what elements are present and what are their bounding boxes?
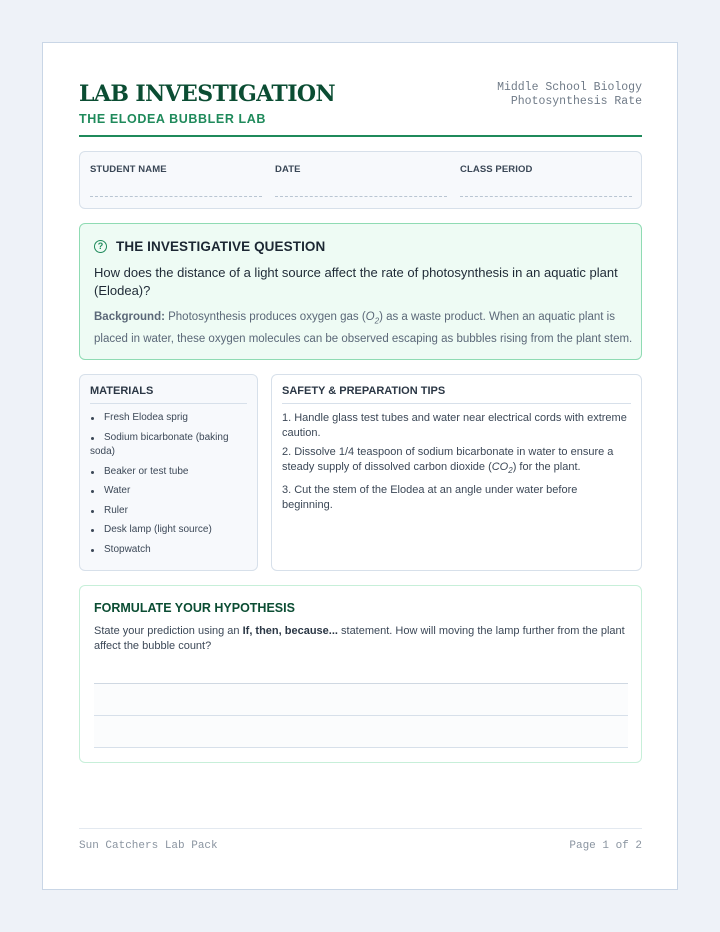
footer-pack-name: Sun Catchers Lab Pack — [79, 840, 218, 852]
safety-tip-1: 1. Handle glass test tubes and water near electrical cords with extreme caution. — [282, 412, 627, 439]
student-info-box — [79, 151, 642, 209]
page-title: LAB INVESTIGATION — [79, 81, 335, 107]
carbon-dioxide-formula: $CO_2$ — [491, 460, 513, 475]
investigative-question-box — [79, 223, 642, 360]
hypothesis-instructions: State your prediction using an If, then, because... statement. How will moving the lamp further from the plant affect the bubble count? — [94, 625, 625, 652]
date-label: DATE — [275, 164, 301, 175]
safety-title: SAFETY & PREPARATION TIPS — [282, 385, 631, 404]
background-paragraph — [94, 308, 634, 348]
class-period-line[interactable] — [460, 196, 632, 197]
list-item: Sodium bicarbonate (baking soda) — [90, 431, 249, 460]
background-label: Background: — [94, 311, 165, 323]
student-name-field[interactable] — [90, 152, 262, 210]
background-text-1: Photosynthesis produces oxygen gas ( — [164, 311, 366, 323]
class-period-field[interactable] — [460, 152, 632, 210]
list-item: Fresh Elodea sprig — [90, 411, 249, 426]
list-item: Stopwatch — [90, 543, 249, 558]
list-item: Water — [90, 484, 249, 499]
course-topic: Photosynthesis Rate — [510, 95, 642, 108]
materials-title: MATERIALS — [90, 385, 247, 404]
student-name-label: STUDENT NAME — [90, 164, 167, 175]
question-title: THE INVESTIGATIVE QUESTION — [116, 239, 326, 254]
answer-band — [94, 684, 628, 715]
hypothesis-answer-area[interactable] — [94, 683, 628, 747]
page-footer — [79, 828, 642, 858]
question-circle-icon: ? — [94, 240, 107, 253]
safety-tip-2: 2. Dissolve 1/4 teaspoon of sodium bicarbonate in water to ensure a steady supply of dissolved carbon dioxide $(CO_2)$ for the plant. — [282, 446, 614, 475]
list-item: Desk lamp (light source) — [90, 523, 249, 538]
date-line[interactable] — [275, 196, 447, 197]
hypothesis-box — [79, 585, 642, 763]
date-field[interactable] — [275, 152, 447, 210]
course-subject: Middle School Biology — [497, 81, 642, 94]
answer-line — [94, 747, 628, 748]
worksheet-page — [42, 42, 678, 890]
class-period-label: CLASS PERIOD — [460, 164, 533, 175]
hypothesis-title: FORMULATE YOUR HYPOTHESIS — [94, 601, 295, 615]
materials-box — [79, 374, 258, 571]
question-text: How does the distance of a light source affect the rate of photosynthesis in an aquatic plant (Elodea)? — [94, 265, 618, 298]
page-subtitle: THE ELODEA BUBBLER LAB — [79, 112, 267, 126]
materials-list — [90, 411, 249, 562]
student-name-line[interactable] — [90, 196, 262, 197]
background-text-2: ) as a waste product. When an aquatic plant is placed in water, these oxygen molecules can be observed escaping as bubbles rising from the plant stem. — [94, 311, 633, 346]
safety-tips-box — [271, 374, 642, 571]
page-header — [79, 81, 642, 137]
answer-band — [94, 716, 628, 747]
footer-page-number: Page 1 of 2 — [569, 840, 642, 852]
safety-list — [282, 411, 629, 517]
list-item: Ruler — [90, 504, 249, 519]
course-meta — [497, 81, 642, 109]
oxygen-formula: $O_2$ — [365, 311, 380, 326]
hypothesis-format: If, then, because... — [242, 625, 338, 637]
safety-tip-3: 3. Cut the stem of the Elodea at an angle under water before beginning. — [282, 484, 578, 511]
list-item: Beaker or test tube — [90, 465, 249, 480]
